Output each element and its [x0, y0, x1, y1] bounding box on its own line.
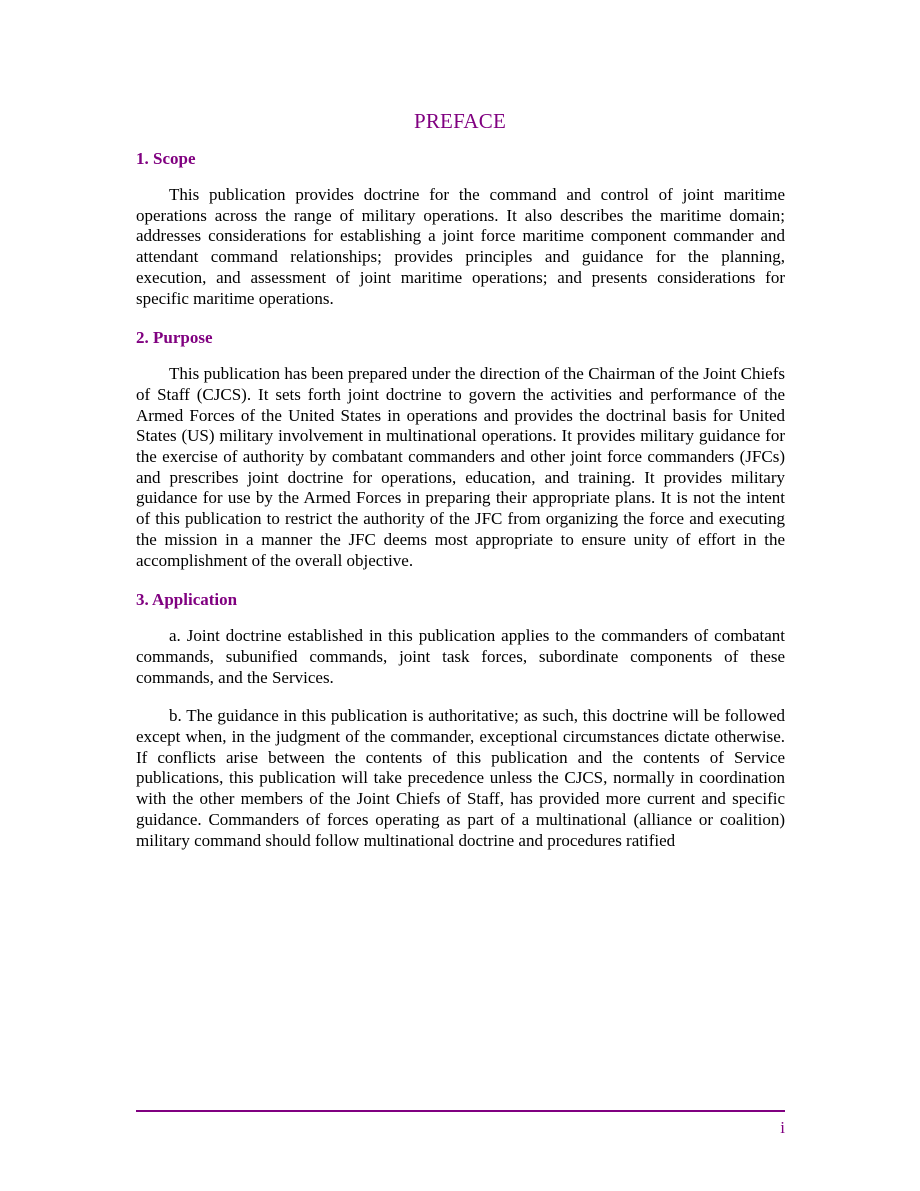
section-heading-purpose: 2. Purpose: [136, 328, 213, 348]
purpose-paragraph: This publication has been prepared under the direction of the Chairman of the Joint Chiefs of Staff (CJCS). It sets forth joint doctrine to govern the activities and performance of the Armed Forces of the United States in operations and provides the doctrinal basis for United States (US) military involvement in multinational operations. It provides military guidance for the exercise of authority by combatant commanders and other joint force commanders (JFCs) and prescribes joint doctrine for operations, education, and training. It provides military guidance for use by the Armed Forces in preparing their appropriate plans. It is not the intent of this publication to restrict the authority of the JFC from organizing the force and executing the mission in a manner the JFC deems most appropriate to ensure unity of effort in the accomplishment of the overall objective.: [136, 364, 785, 570]
application-paragraph-b: b. The guidance in this publication is authoritative; as such, this doctrine will be followed except when, in the judgment of the commander, exceptional circumstances dictate otherwise. If conflicts arise between the contents of this publication and the contents of Service publications, this publication will take precedence unless the CJCS, normally in coordination with the other members of the Joint Chiefs of Staff, has provided more current and specific guidance. Commanders of forces operating as part of a multinational (alliance or coalition) military command should follow multinational doctrine and procedures ratified: [136, 706, 785, 850]
section-heading-application: 3. Application: [136, 590, 238, 610]
footer-rule: [136, 1110, 785, 1112]
page-title: PREFACE: [413, 109, 507, 133]
scope-paragraph: This publication provides doctrine for the command and control of joint maritime operations across the range of military operations. It also describes the maritime domain; addresses considerations for establishing a joint force maritime component commander and attendant command relationships; provides principles and guidance for the planning, execution, and assessment of joint maritime operations; and presents considerations for specific maritime operations.: [136, 185, 785, 308]
page-number: i: [780, 1118, 785, 1137]
document-body: [136, 148, 785, 869]
section-heading-scope: 1. Scope: [136, 149, 196, 168]
application-paragraph-a: a. Joint doctrine established in this publication applies to the commanders of combatant commands, subunified commands, joint task forces, subordinate components of these commands, and the Services.: [136, 626, 785, 687]
section-application: [136, 589, 785, 851]
section-scope: [136, 148, 785, 309]
section-purpose: [136, 327, 785, 571]
